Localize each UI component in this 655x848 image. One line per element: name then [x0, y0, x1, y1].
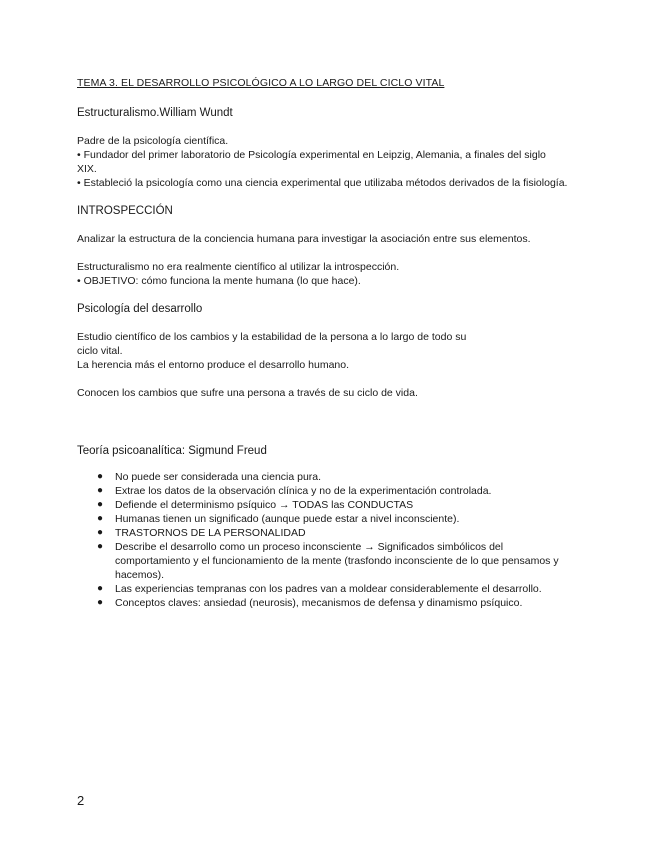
page-number: 2: [77, 793, 85, 808]
paragraph-desarrollo: [77, 330, 597, 372]
list-item-text: Extrae los datos de la observación clínica y no de la experimentación controlada.: [115, 485, 492, 497]
paragraph-ciclo-vida: Conocen los cambios que sufre una persona a través de su ciclo de vida.: [77, 387, 418, 399]
document-title: TEMA 3. EL DESARROLLO PSICOLÓGICO A LO LARGO DEL CICLO VITAL: [77, 77, 445, 89]
paragraph-introspeccion: Analizar la estructura de la conciencia humana para investigar la asociación entre sus elementos.: [77, 233, 531, 245]
list-item: [97, 470, 597, 484]
bullet-icon: ●: [97, 499, 104, 510]
list-item-text: Conceptos claves: ansiedad (neurosis), mecanismos de defensa y dinamismo psíquico.: [115, 597, 523, 609]
bullet-list-freud: [77, 470, 597, 610]
bullet-icon: ●: [97, 597, 104, 608]
text-line: • Estableció la psicología como una ciencia experimental que utilizaba métodos derivados de la fisiología.: [77, 177, 568, 189]
list-item: [97, 512, 597, 526]
bullet-icon: ●: [97, 513, 104, 524]
text-line: • Fundador del primer laboratorio de Psicología experimental en Leipzig, Alemania, a finales del siglo: [77, 149, 546, 161]
bullet-icon: ●: [97, 527, 104, 538]
list-item-text: Defiende el determinismo psíquico → TODAS las CONDUCTAS: [115, 499, 414, 511]
list-item-text: Describe el desarrollo como un proceso inconsciente → Significados simbólicos del: [115, 541, 504, 553]
list-item-text: hacemos).: [115, 569, 165, 581]
list-item-text: Humanas tienen un significado (aunque puede estar a nivel inconsciente).: [115, 513, 460, 525]
paragraph-wundt: [77, 134, 597, 190]
text-line: • OBJETIVO: cómo funciona la mente humana (lo que hace).: [77, 275, 361, 287]
section-heading-introspeccion: INTROSPECCIÓN: [77, 205, 173, 217]
list-item: [97, 498, 597, 512]
bullet-icon: ●: [97, 485, 104, 496]
section-heading-estructuralismo: Estructuralismo.William Wundt: [77, 107, 233, 119]
bullet-icon: ●: [97, 471, 104, 482]
section-heading-psicologia-desarrollo: Psicología del desarrollo: [77, 303, 203, 315]
spacer: [77, 414, 597, 444]
list-item-text: comportamiento y el funcionamiento de la mente (trasfondo inconsciente de lo que pensamos y: [115, 555, 559, 567]
text-line: La herencia más el entorno produce el desarrollo humano.: [77, 359, 350, 371]
list-item-text: Las experiencias tempranas con los padres van a moldear considerablemente el desarrollo.: [115, 583, 542, 595]
section-heading-freud: Teoría psicoanalítica: Sigmund Freud: [77, 445, 267, 457]
list-item: [97, 484, 597, 498]
list-item: [97, 596, 597, 610]
text-line: Estructuralismo no era realmente científico al utilizar la introspección.: [77, 261, 400, 273]
bullet-icon: ●: [97, 583, 104, 594]
list-item-text: TRASTORNOS DE LA PERSONALIDAD: [115, 527, 306, 539]
text-line: XIX.: [77, 163, 97, 175]
list-item: [97, 526, 597, 540]
list-item: [97, 540, 597, 582]
text-line: Estudio científico de los cambios y la estabilidad de la persona a lo largo de todo su: [77, 331, 467, 343]
paragraph-estructuralismo-objetivo: [77, 260, 597, 288]
text-line: Padre de la psicología científica.: [77, 135, 229, 147]
list-item: [97, 582, 597, 596]
list-item-text: No puede ser considerada una ciencia pura.: [115, 471, 322, 483]
text-line: ciclo vital.: [77, 345, 123, 357]
bullet-icon: ●: [97, 541, 104, 552]
document-page: [77, 76, 597, 610]
